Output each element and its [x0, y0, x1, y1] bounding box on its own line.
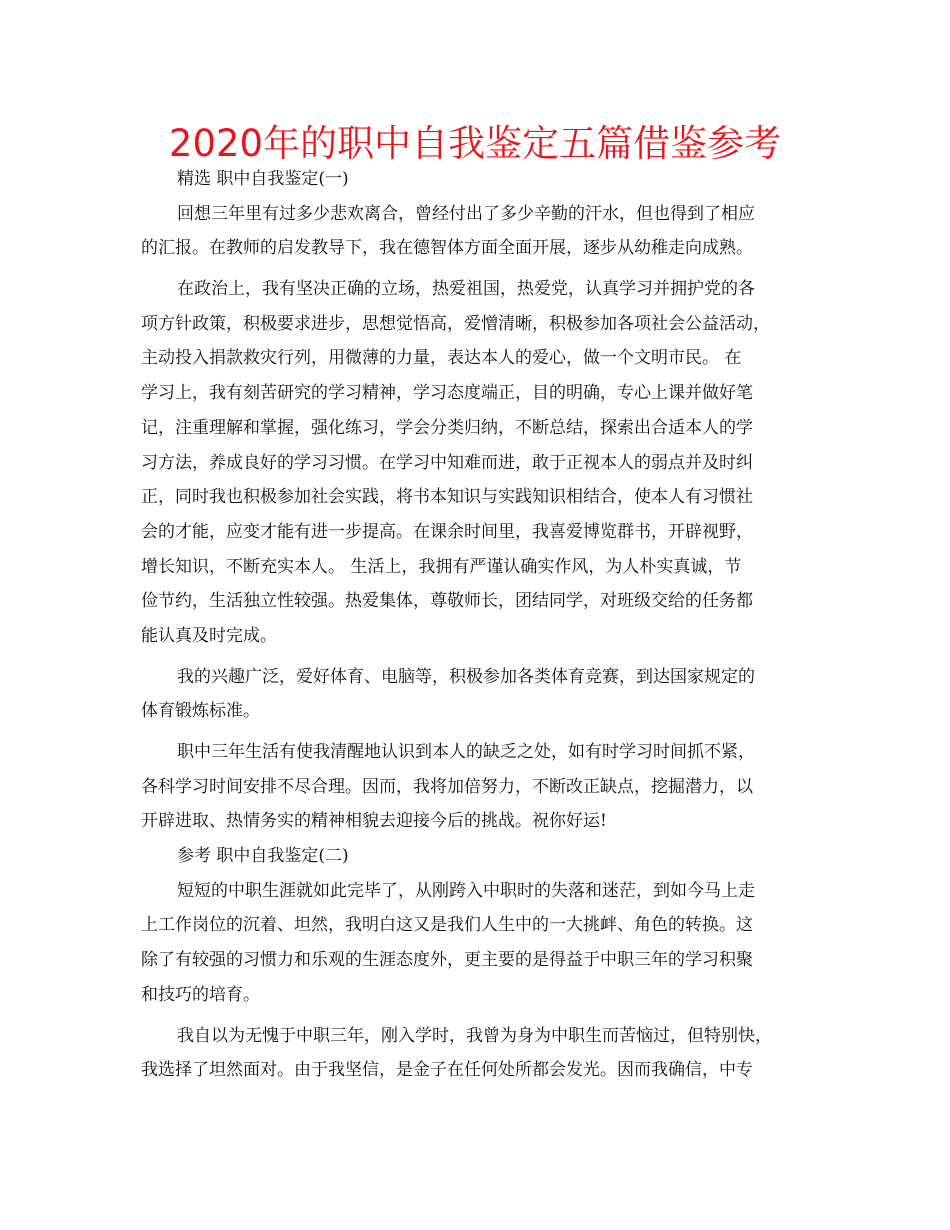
- text-line: 会的才能，应变才能有进一步提高。在课余时间里，我喜爱博览群书，开辟视野，: [141, 521, 753, 542]
- text-line: 我的兴趣广泛，爱好体育、电脑等，积极参加各类体育竞赛，到达国家规定的: [177, 666, 755, 687]
- text-line: 俭节约，生活独立性较强。热爱集体，尊敬师长，团结同学，对班级交给的任务都: [141, 591, 753, 612]
- text-line: 能认真及时完成。: [141, 625, 277, 646]
- text-line: 增长知识，不断充实本人。 生活上，我拥有严谨认确实作风，为人朴实真诚，节: [141, 556, 742, 577]
- text-line: 项方针政策，积极要求进步，思想觉悟高，爱憎清晰，积极参加各项社会公益活动，: [141, 313, 770, 334]
- text-line: 主动投入捐款救灾行列，用微薄的力量，表达本人的爱心，做一个文明市民。 在: [141, 348, 742, 369]
- text-line: 我选择了坦然面对。由于我坚信，是金子在任何处所都会发光。因而我确信，中专: [141, 1060, 753, 1081]
- text-line: 上工作岗位的沉着、坦然，我明白这又是我们人生中的一大挑衅、角色的转换。这: [141, 915, 753, 936]
- document-title: 2020年的职中自我鉴定五篇借鉴参考: [168, 122, 782, 165]
- document-body: [141, 162, 811, 1088]
- text-line: 开辟进取、热情务实的精神相貌去迎接今后的挑战。祝你好运!: [141, 811, 607, 832]
- text-line: 精选 职中自我鉴定(一): [177, 169, 349, 189]
- text-line: 习方法，养成良好的学习习惯。在学习中知难而进，敢于正视本人的弱点并及时纠: [141, 452, 753, 473]
- text-line: 各科学习时间安排不尽合理。因而，我将加倍努力，不断改正缺点，挖掘潜力，以: [141, 776, 753, 797]
- text-line: 回想三年里有过多少悲欢离合，曾经付出了多少辛勤的汗水，但也得到了相应: [177, 203, 755, 224]
- text-line: 正，同时我也积极参加社会实践，将书本知识与实践知识相结合，使本人有习惯社: [141, 487, 753, 508]
- text-line: 我自以为无愧于中职三年，刚入学时，我曾为身为中职生而苦恼过，但特别快，: [177, 1025, 772, 1046]
- text-line: 在政治上，我有坚决正确的立场，热爱祖国，热爱党，认真学习并拥护党的各: [177, 279, 755, 300]
- text-line: 记，注重理解和掌握，强化练习，学会分类归纳，不断总结，探索出合适本人的学: [141, 417, 753, 438]
- text-line: 体育锻炼标准。: [141, 701, 260, 722]
- text-line: 和技巧的培育。: [141, 984, 260, 1005]
- text-line: 职中三年生活有使我清醒地认识到本人的缺乏之处，如有时学习时间抓不紧，: [177, 742, 755, 762]
- text-line: 除了有较强的习惯力和乐观的生涯态度外，更主要的是得益于中职三年的学习积聚: [141, 950, 753, 971]
- text-line: 参考 职中自我鉴定(二): [177, 846, 349, 867]
- text-line: 短短的中职生涯就如此完毕了，从刚跨入中职时的失落和迷茫，到如今马上走: [177, 880, 755, 901]
- text-line: 学习上，我有刻苦研究的学习精神，学习态度端正，目的明确，专心上课并做好笔: [141, 383, 753, 404]
- text-line: 的汇报。在教师的启发教导下，我在德智体方面全面开展，逐步从幼稚走向成熟。: [141, 238, 753, 259]
